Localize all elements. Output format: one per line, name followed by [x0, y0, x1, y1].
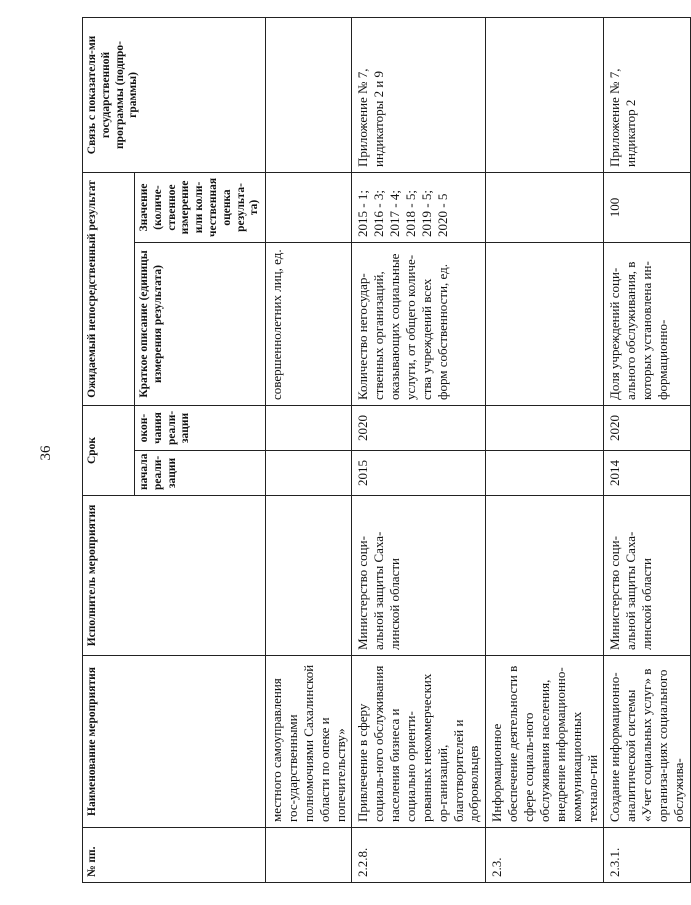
cell-link [486, 17, 604, 172]
header-link: Связь с показателя-ми государственной программы (подпро-граммы) [83, 17, 266, 172]
cell-executor [486, 496, 604, 656]
page-number: 36 [38, 445, 54, 461]
cell-start [486, 451, 604, 496]
header-result: Ожидаемый непосредственный результат [83, 172, 135, 405]
cell-link: Приложение № 7, индикатор 2 [604, 17, 690, 172]
cell-end: 2020 [352, 405, 486, 450]
cell-value: 100 [604, 172, 690, 242]
table-row [486, 17, 604, 882]
header-row-1 [83, 17, 135, 882]
cell-executor: Министерство соци-альной защиты Саха-линской области [352, 496, 486, 656]
header-term-start: начала реали-зации [135, 451, 266, 496]
header-term: Срок [83, 405, 135, 495]
cell-link [266, 17, 352, 172]
rotated-table-container [82, 18, 686, 883]
header-name: Наименование мероприятия [83, 656, 266, 828]
cell-num: 2.2.8. [352, 828, 486, 883]
cell-name: Привлечение в сферу социаль-ного обслуживания населения бизнеса и социально ориенти-рованных некоммерческих ор-ганизаций, благотворителей и добровольцев [352, 656, 486, 828]
header-executor: Исполнитель мероприятия [83, 496, 266, 656]
cell-end [486, 405, 604, 450]
header-result-value: Значение (количе-ственное измерение или коли-чественная оценка результа-та) [135, 172, 266, 242]
header-term-end: окон-чания реали-зации [135, 405, 266, 450]
cell-start [266, 451, 352, 496]
cell-desc: Доля учреждений соци-ального обслуживания, в которых установлена ин-формационно- [604, 242, 690, 405]
cell-name: Создание информационно-аналитической системы «Учет социальных услуг» в организа-циях социального обслужива- [604, 656, 690, 828]
cell-end: 2020 [604, 405, 690, 450]
header-num: № пп. [83, 828, 266, 883]
cell-desc: совершеннолетних лиц, ед. [266, 242, 352, 405]
measures-table [82, 17, 691, 883]
cell-name: Информационное обеспечение деятельности в сфере социаль-ного обслуживания населения, внедрение информационно-коммуникационных технало-гий [486, 656, 604, 828]
cell-value [266, 172, 352, 242]
table-row [604, 17, 690, 882]
cell-desc: Количество негосудар-ственных организаций, оказывающих социальные услуги, от общего количе-ства учреждений всех форм собственности, ед. [352, 242, 486, 405]
cell-link: Приложение № 7, индикаторы 2 и 9 [352, 17, 486, 172]
cell-end [266, 405, 352, 450]
cell-num: 2.3. [486, 828, 604, 883]
header-result-desc: Краткое описание (единицы измерения результата) [135, 242, 266, 405]
cell-start: 2014 [604, 451, 690, 496]
cell-num: 2.3.1. [604, 828, 690, 883]
cell-value [486, 172, 604, 242]
cell-start: 2015 [352, 451, 486, 496]
cell-desc [486, 242, 604, 405]
cell-executor: Министерство соци-альной защиты Саха-линской области [604, 496, 690, 656]
cell-value: 2015 - 1; 2016 - 3; 2017 - 4; 2018 - 5; 2019 - 5; 2020 - 5 [352, 172, 486, 242]
table-row [352, 17, 486, 882]
table-row [266, 17, 352, 882]
cell-name: местного самоуправления гос-ударственными полномочиями Сахалинской области по опеке и попечительству» [266, 656, 352, 828]
cell-executor [266, 496, 352, 656]
cell-num [266, 828, 352, 883]
